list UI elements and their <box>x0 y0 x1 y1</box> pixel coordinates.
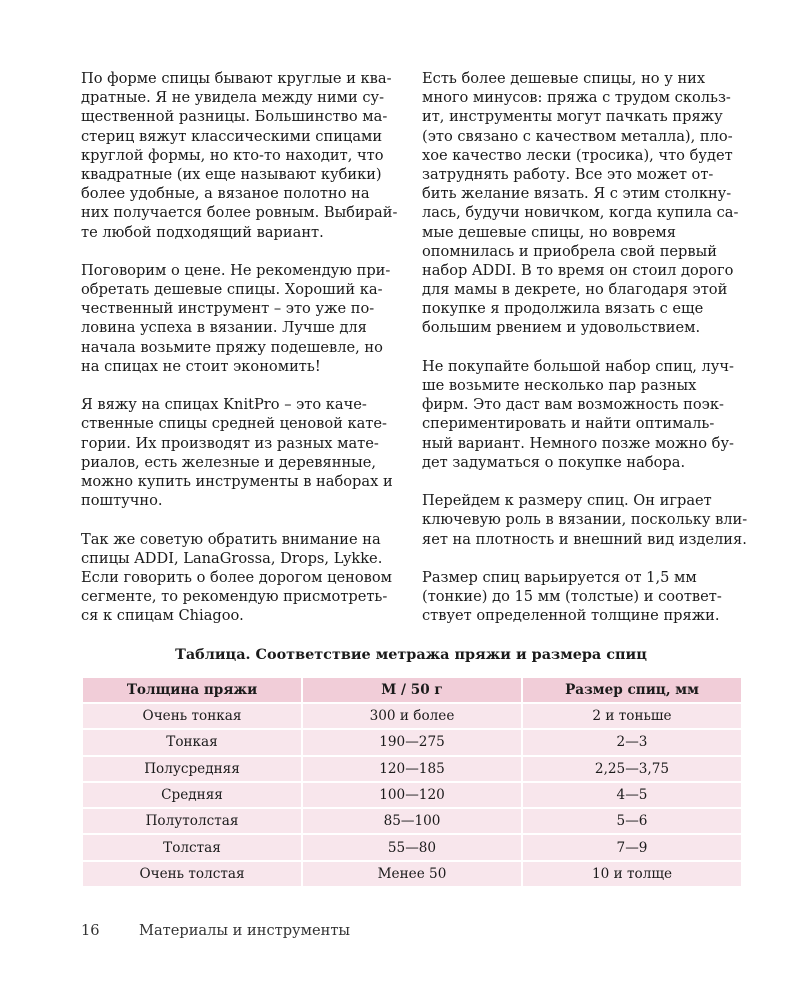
text-line: яет на плотность и внешний вид изделия. <box>422 530 747 548</box>
table-cell: 190—275 <box>303 730 521 754</box>
text-line: ный вариант. Немного позже можно бу- <box>422 434 734 452</box>
table-cell: 5—6 <box>523 809 741 833</box>
text-line: большим рвением и удовольствием. <box>422 319 701 337</box>
table-cell: Очень тонкая <box>83 704 301 728</box>
table-cell: 100—120 <box>303 783 521 807</box>
text-line: лась, будучи новичком, когда купила са- <box>422 204 739 222</box>
text-line: спицы ADDI, LanaGrossa, Drops, Lykke. <box>81 549 383 567</box>
text-line: них получается более ровным. Выбирай- <box>81 204 398 222</box>
table-cell: 2—3 <box>523 730 741 754</box>
text-line: на спицах не стоит экономить! <box>81 357 321 375</box>
text-line: набор ADDI. В то время он стоил дорого <box>422 261 734 279</box>
text-line: сегменте, то рекомендую присмотреть- <box>81 588 388 606</box>
table-cell: 2 и тоньше <box>523 704 741 728</box>
table-cell: 7—9 <box>523 835 741 859</box>
yarn-needle-table <box>81 676 743 888</box>
text-line: риалов, есть железные и деревянные, <box>81 453 377 471</box>
table-row <box>83 835 741 859</box>
text-line: ше возьмите несколько пар разных <box>422 377 697 394</box>
text-line: Если говорить о более дорогом ценовом <box>81 568 393 586</box>
table-cell: Средняя <box>83 783 301 807</box>
text-line: Размер спиц варьируется от 1,5 мм <box>422 568 697 586</box>
text-line: те любой подходящий вариант. <box>81 223 324 241</box>
table-cell: 10 и толще <box>523 862 741 886</box>
text-line: ственные спицы средней ценовой кате- <box>81 415 387 433</box>
paragraph <box>81 69 399 242</box>
text-line: Так же советую обратить внимание на <box>81 530 381 548</box>
table-cell: Тонкая <box>83 730 301 754</box>
text-line: чественный инструмент – это уже по- <box>81 300 375 318</box>
table-cell: 85—100 <box>303 809 521 833</box>
text-line: начала возьмите пряжу подешевле, но <box>81 338 383 356</box>
column-header-meterage: М / 50 г <box>303 678 521 702</box>
text-line: щественной разницы. Большинство ма- <box>81 108 388 126</box>
text-line: Не покупайте большой набор спиц, луч- <box>422 357 734 375</box>
text-line: Я вяжу на спицах KnitPro – это каче- <box>81 396 367 414</box>
text-line: много минусов: пряжа с трудом скольз- <box>422 89 731 107</box>
paragraph <box>422 568 740 626</box>
text-line: можно купить инструменты в наборах и <box>81 472 393 490</box>
text-line: покупке я продолжила вязать с еще <box>422 300 704 318</box>
text-line: бить желание вязать. Я с этим столкну- <box>422 185 732 203</box>
text-line: стериц вяжут классическими спицами <box>81 127 383 145</box>
text-line: гории. Их производят из разных мате- <box>81 434 379 452</box>
page-footer <box>81 921 350 941</box>
column-header-yarn-weight: Толщина пряжи <box>83 678 301 702</box>
text-line: ит, инструменты могут пачкать пряжу <box>422 108 723 126</box>
table-cell: Толстая <box>83 835 301 859</box>
column-header-needle-size: Размер спиц, мм <box>523 678 741 702</box>
right-text-column <box>422 69 748 625</box>
text-line: По форме спицы бывают круглые и ква- <box>81 70 392 87</box>
table-cell: Полутолстая <box>83 809 301 833</box>
text-line: Перейдем к размеру спиц. Он играет <box>422 492 712 510</box>
text-line: спериментировать и найти оптималь- <box>422 415 715 433</box>
table-cell: 300 и более <box>303 704 521 728</box>
text-line: дратные. Я не увидела между ними су- <box>81 89 385 107</box>
text-line: фирм. Это даст вам возможность поэк- <box>422 396 724 414</box>
text-line: Есть более дешевые спицы, но у них <box>422 70 706 87</box>
text-line: ся к спицам Chiagoo. <box>81 607 244 625</box>
text-line: (тонкие) до 15 мм (толстые) и соответ- <box>422 588 722 606</box>
paragraph <box>422 69 740 338</box>
left-text-column <box>81 69 399 625</box>
table-row <box>83 862 741 886</box>
text-line: Поговорим о цене. Не рекомендую при- <box>81 261 391 279</box>
paragraph <box>81 395 399 510</box>
text-line: мые дешевые спицы, но вовремя <box>422 223 676 241</box>
table-cell: 55—80 <box>303 835 521 859</box>
table-row <box>83 704 741 728</box>
table-row <box>83 757 741 781</box>
text-line: ствует определенной толщине пряжи. <box>422 607 720 625</box>
text-line: квадратные (их еще называют кубики) <box>81 165 382 183</box>
text-line: поштучно. <box>81 492 163 510</box>
paragraph <box>422 357 740 472</box>
table-cell: Менее 50 <box>303 862 521 886</box>
paragraph <box>81 261 399 376</box>
table-cell: Полусредняя <box>83 757 301 781</box>
table-header-row <box>83 678 741 702</box>
text-line: круглой формы, но кто-то находит, что <box>81 146 384 164</box>
table-row <box>83 730 741 754</box>
paragraph <box>81 530 399 626</box>
page-number: 16 <box>81 922 100 939</box>
text-line: обретать дешевые спицы. Хороший ка- <box>81 281 383 299</box>
table-cell: 4—5 <box>523 783 741 807</box>
text-line: для мамы в декрете, но благодаря этой <box>422 281 728 299</box>
table-cell: 2,25—3,75 <box>523 757 741 781</box>
text-line: более удобные, а вязаное полотно на <box>81 185 370 203</box>
text-line: хое качество лески (тросика), что будет <box>422 146 733 164</box>
text-line: затруднять работу. Все это может от- <box>422 165 714 183</box>
table-cell: Очень толстая <box>83 862 301 886</box>
paragraph <box>422 491 748 549</box>
text-line: (это связано с качеством металла), пло- <box>422 127 733 145</box>
table-row <box>83 783 741 807</box>
table-title: Таблица. Соответствие метража пряжи и размера спиц <box>175 646 647 663</box>
text-line: дет задуматься о покупке набора. <box>422 453 686 471</box>
section-title: Материалы и инструменты <box>139 922 351 939</box>
text-line: ключевую роль в вязании, поскольку вли- <box>422 511 748 529</box>
text-line: опомнилась и приобрела свой первый <box>422 242 717 260</box>
text-line: ловина успеха в вязании. Лучше для <box>81 319 367 337</box>
table-cell: 120—185 <box>303 757 521 781</box>
table-row <box>83 809 741 833</box>
